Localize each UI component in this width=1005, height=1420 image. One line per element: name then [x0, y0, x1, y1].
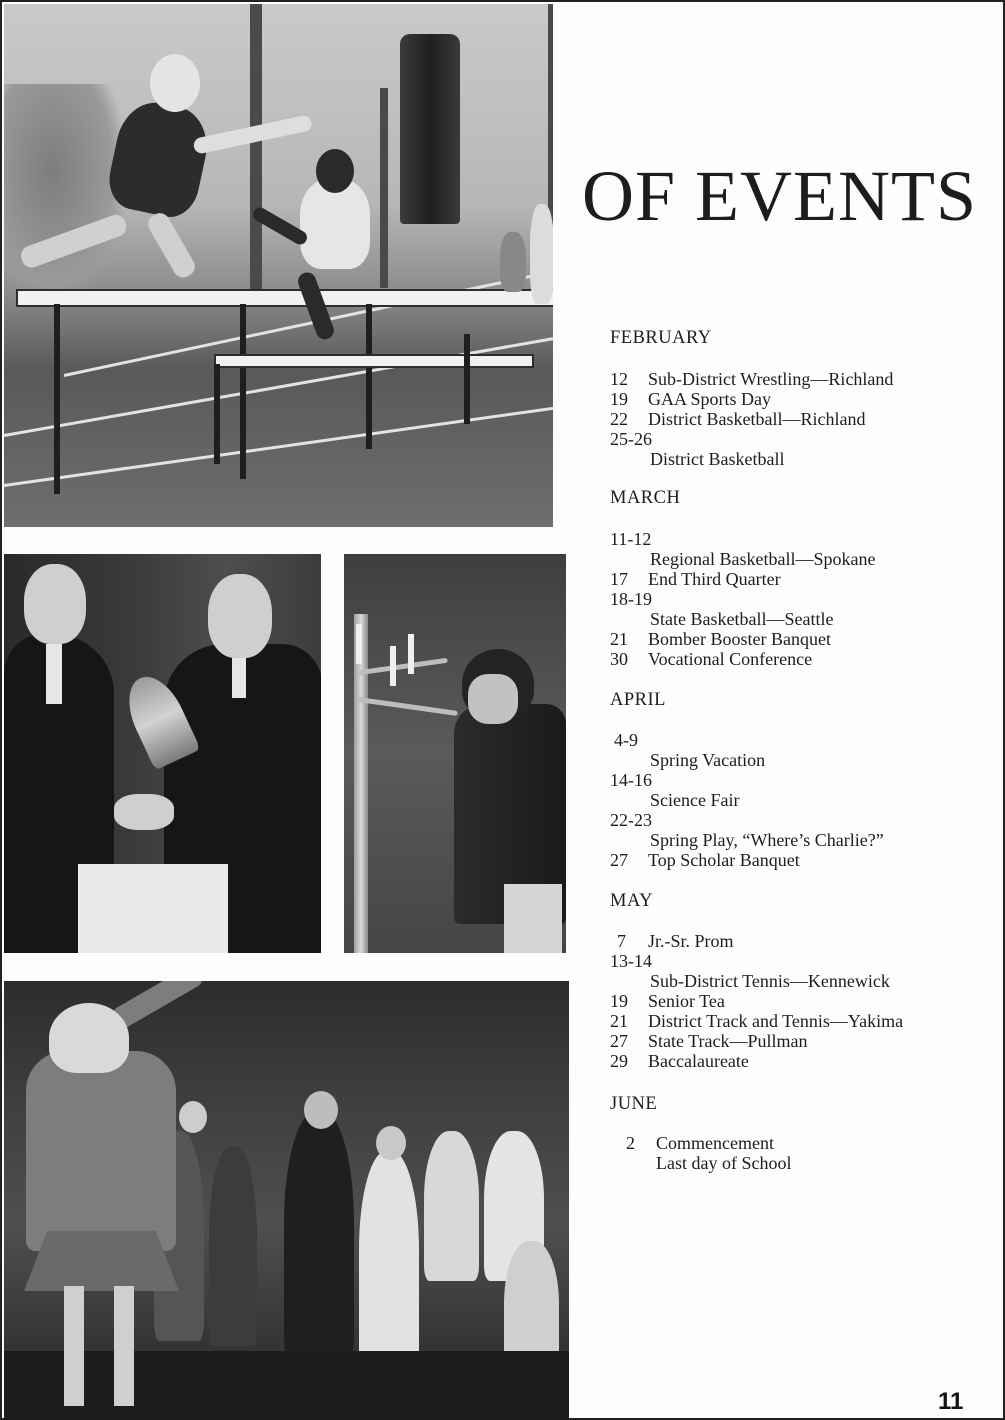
event-date: 25-26 — [610, 429, 652, 449]
crowd-face — [179, 1101, 207, 1133]
event-row — [610, 389, 771, 409]
event-date: 22 — [610, 409, 628, 429]
event-description: State Track—Pullman — [648, 1031, 808, 1051]
hurdle — [214, 354, 534, 368]
event-row — [610, 971, 890, 991]
tree-silhouette — [4, 84, 124, 304]
event-date: 27 — [610, 850, 628, 870]
event-description: Commencement — [656, 1133, 774, 1153]
event-row — [610, 369, 893, 389]
event-row — [610, 429, 652, 449]
page-number: 11 — [938, 1388, 964, 1415]
event-description: Spring Vacation — [650, 750, 766, 770]
event-row — [610, 529, 651, 549]
month-heading-june: JUNE — [610, 1094, 658, 1114]
event-description: Sub-District Wrestling—Richland — [648, 369, 894, 389]
event-date: 13-14 — [610, 951, 652, 971]
event-row — [610, 830, 884, 850]
utility-pole — [380, 88, 388, 288]
track-hurdles-photo — [4, 4, 553, 527]
spectator — [500, 232, 526, 292]
crowd-member — [359, 1151, 419, 1371]
event-row — [610, 569, 781, 589]
hurdle-leg — [54, 304, 60, 494]
month-heading-may: MAY — [610, 891, 653, 911]
event-date: 11-12 — [610, 529, 652, 549]
student-pants — [504, 884, 562, 953]
event-date: 2 — [626, 1133, 635, 1153]
event-row — [610, 649, 812, 669]
handshake-hands — [114, 794, 174, 830]
event-date: 4-9 — [614, 730, 638, 750]
hurdle-leg — [366, 304, 372, 449]
event-date: 27 — [610, 1031, 628, 1051]
event-date: 21 — [610, 629, 628, 649]
event-description: GAA Sports Day — [648, 389, 772, 409]
event-description: Senior Tea — [648, 991, 725, 1011]
candle — [390, 646, 396, 686]
gym-floor — [4, 1351, 569, 1420]
event-row — [610, 1133, 774, 1153]
month-heading-march: MARCH — [610, 488, 681, 508]
event-date: 21 — [610, 1011, 628, 1031]
candle — [408, 634, 414, 674]
event-description: Spring Play, “Where’s Charlie?” — [650, 830, 884, 850]
shirt-collar — [232, 658, 246, 698]
event-row — [610, 931, 734, 951]
event-description: Vocational Conference — [648, 649, 813, 669]
cheerleader-leg — [114, 1286, 134, 1406]
event-row — [610, 750, 765, 770]
cheerleader-sweater — [26, 1051, 176, 1251]
event-row — [610, 589, 652, 609]
table-cloth — [78, 864, 228, 953]
event-date: 22-23 — [610, 810, 652, 830]
crowd-member — [284, 1111, 354, 1361]
candelabra — [354, 614, 368, 953]
student-face — [208, 574, 272, 658]
event-row — [610, 810, 652, 830]
event-description: State Basketball—Seattle — [650, 609, 834, 629]
event-description: Bomber Booster Banquet — [648, 629, 831, 649]
cheerleader-hair — [49, 1003, 129, 1073]
event-date: 7 — [617, 931, 626, 951]
hurdle-leg — [214, 364, 220, 464]
event-description: Last day of School — [656, 1153, 792, 1173]
event-row — [610, 1011, 903, 1031]
crowd-member — [209, 1146, 257, 1346]
event-description: Top Scholar Banquet — [648, 850, 800, 870]
crowd-member — [424, 1131, 479, 1281]
student-face — [468, 674, 518, 724]
cheerleader-skirt — [24, 1231, 179, 1291]
event-date: 18-19 — [610, 589, 652, 609]
event-row — [610, 449, 784, 469]
cheerleader-crowd-photo — [4, 981, 569, 1420]
award-handshake-photo — [4, 554, 321, 953]
event-row — [610, 951, 652, 971]
utility-pole — [250, 4, 262, 294]
event-description: District Basketball—Richland — [648, 409, 866, 429]
event-row — [610, 1153, 791, 1173]
event-row — [610, 790, 739, 810]
event-description: Jr.-Sr. Prom — [648, 931, 734, 951]
event-date: 17 — [610, 569, 628, 589]
candelabra-photo — [344, 554, 566, 953]
event-description: End Third Quarter — [648, 569, 781, 589]
event-date: 19 — [610, 991, 628, 1011]
candelabra-arm — [358, 697, 458, 716]
hurdle-leg — [464, 334, 470, 424]
runner-leg — [144, 210, 198, 282]
crowd-face — [304, 1091, 338, 1129]
event-description: Baccalaureate — [648, 1051, 749, 1071]
event-description: Sub-District Tennis—Kennewick — [650, 971, 890, 991]
event-row — [610, 770, 652, 790]
candle — [356, 624, 362, 664]
candelabra-arm — [358, 658, 448, 675]
event-date: 19 — [610, 389, 628, 409]
hurdle — [16, 289, 553, 307]
event-date: 30 — [610, 649, 628, 669]
event-description: Science Fair — [650, 790, 740, 810]
event-row — [610, 609, 833, 629]
event-date: 14-16 — [610, 770, 652, 790]
runner-head — [150, 54, 200, 112]
crowd-face — [376, 1126, 406, 1160]
shirt-collar — [46, 644, 62, 704]
spectator — [530, 204, 553, 304]
man-face-left — [24, 564, 86, 644]
event-row — [610, 1031, 808, 1051]
event-row — [610, 629, 831, 649]
runner-head — [316, 149, 354, 193]
event-description: District Basketball — [650, 449, 785, 469]
hurdle-leg — [240, 304, 246, 479]
event-row — [610, 730, 638, 750]
event-row — [610, 991, 725, 1011]
page-title: OF EVENTS — [582, 156, 978, 236]
event-row — [610, 1051, 749, 1071]
event-date: 12 — [610, 369, 628, 389]
event-description: Regional Basketball—Spokane — [650, 549, 876, 569]
hanging-coat — [400, 34, 460, 224]
event-description: District Track and Tennis—Yakima — [648, 1011, 904, 1031]
event-row — [610, 549, 875, 569]
event-row — [610, 409, 865, 429]
event-row — [610, 850, 800, 870]
month-heading-april: APRIL — [610, 690, 666, 710]
event-date: 29 — [610, 1051, 628, 1071]
track-lane-line — [4, 401, 553, 487]
cheerleader-leg — [64, 1286, 84, 1406]
month-heading-february: FEBRUARY — [610, 328, 712, 348]
